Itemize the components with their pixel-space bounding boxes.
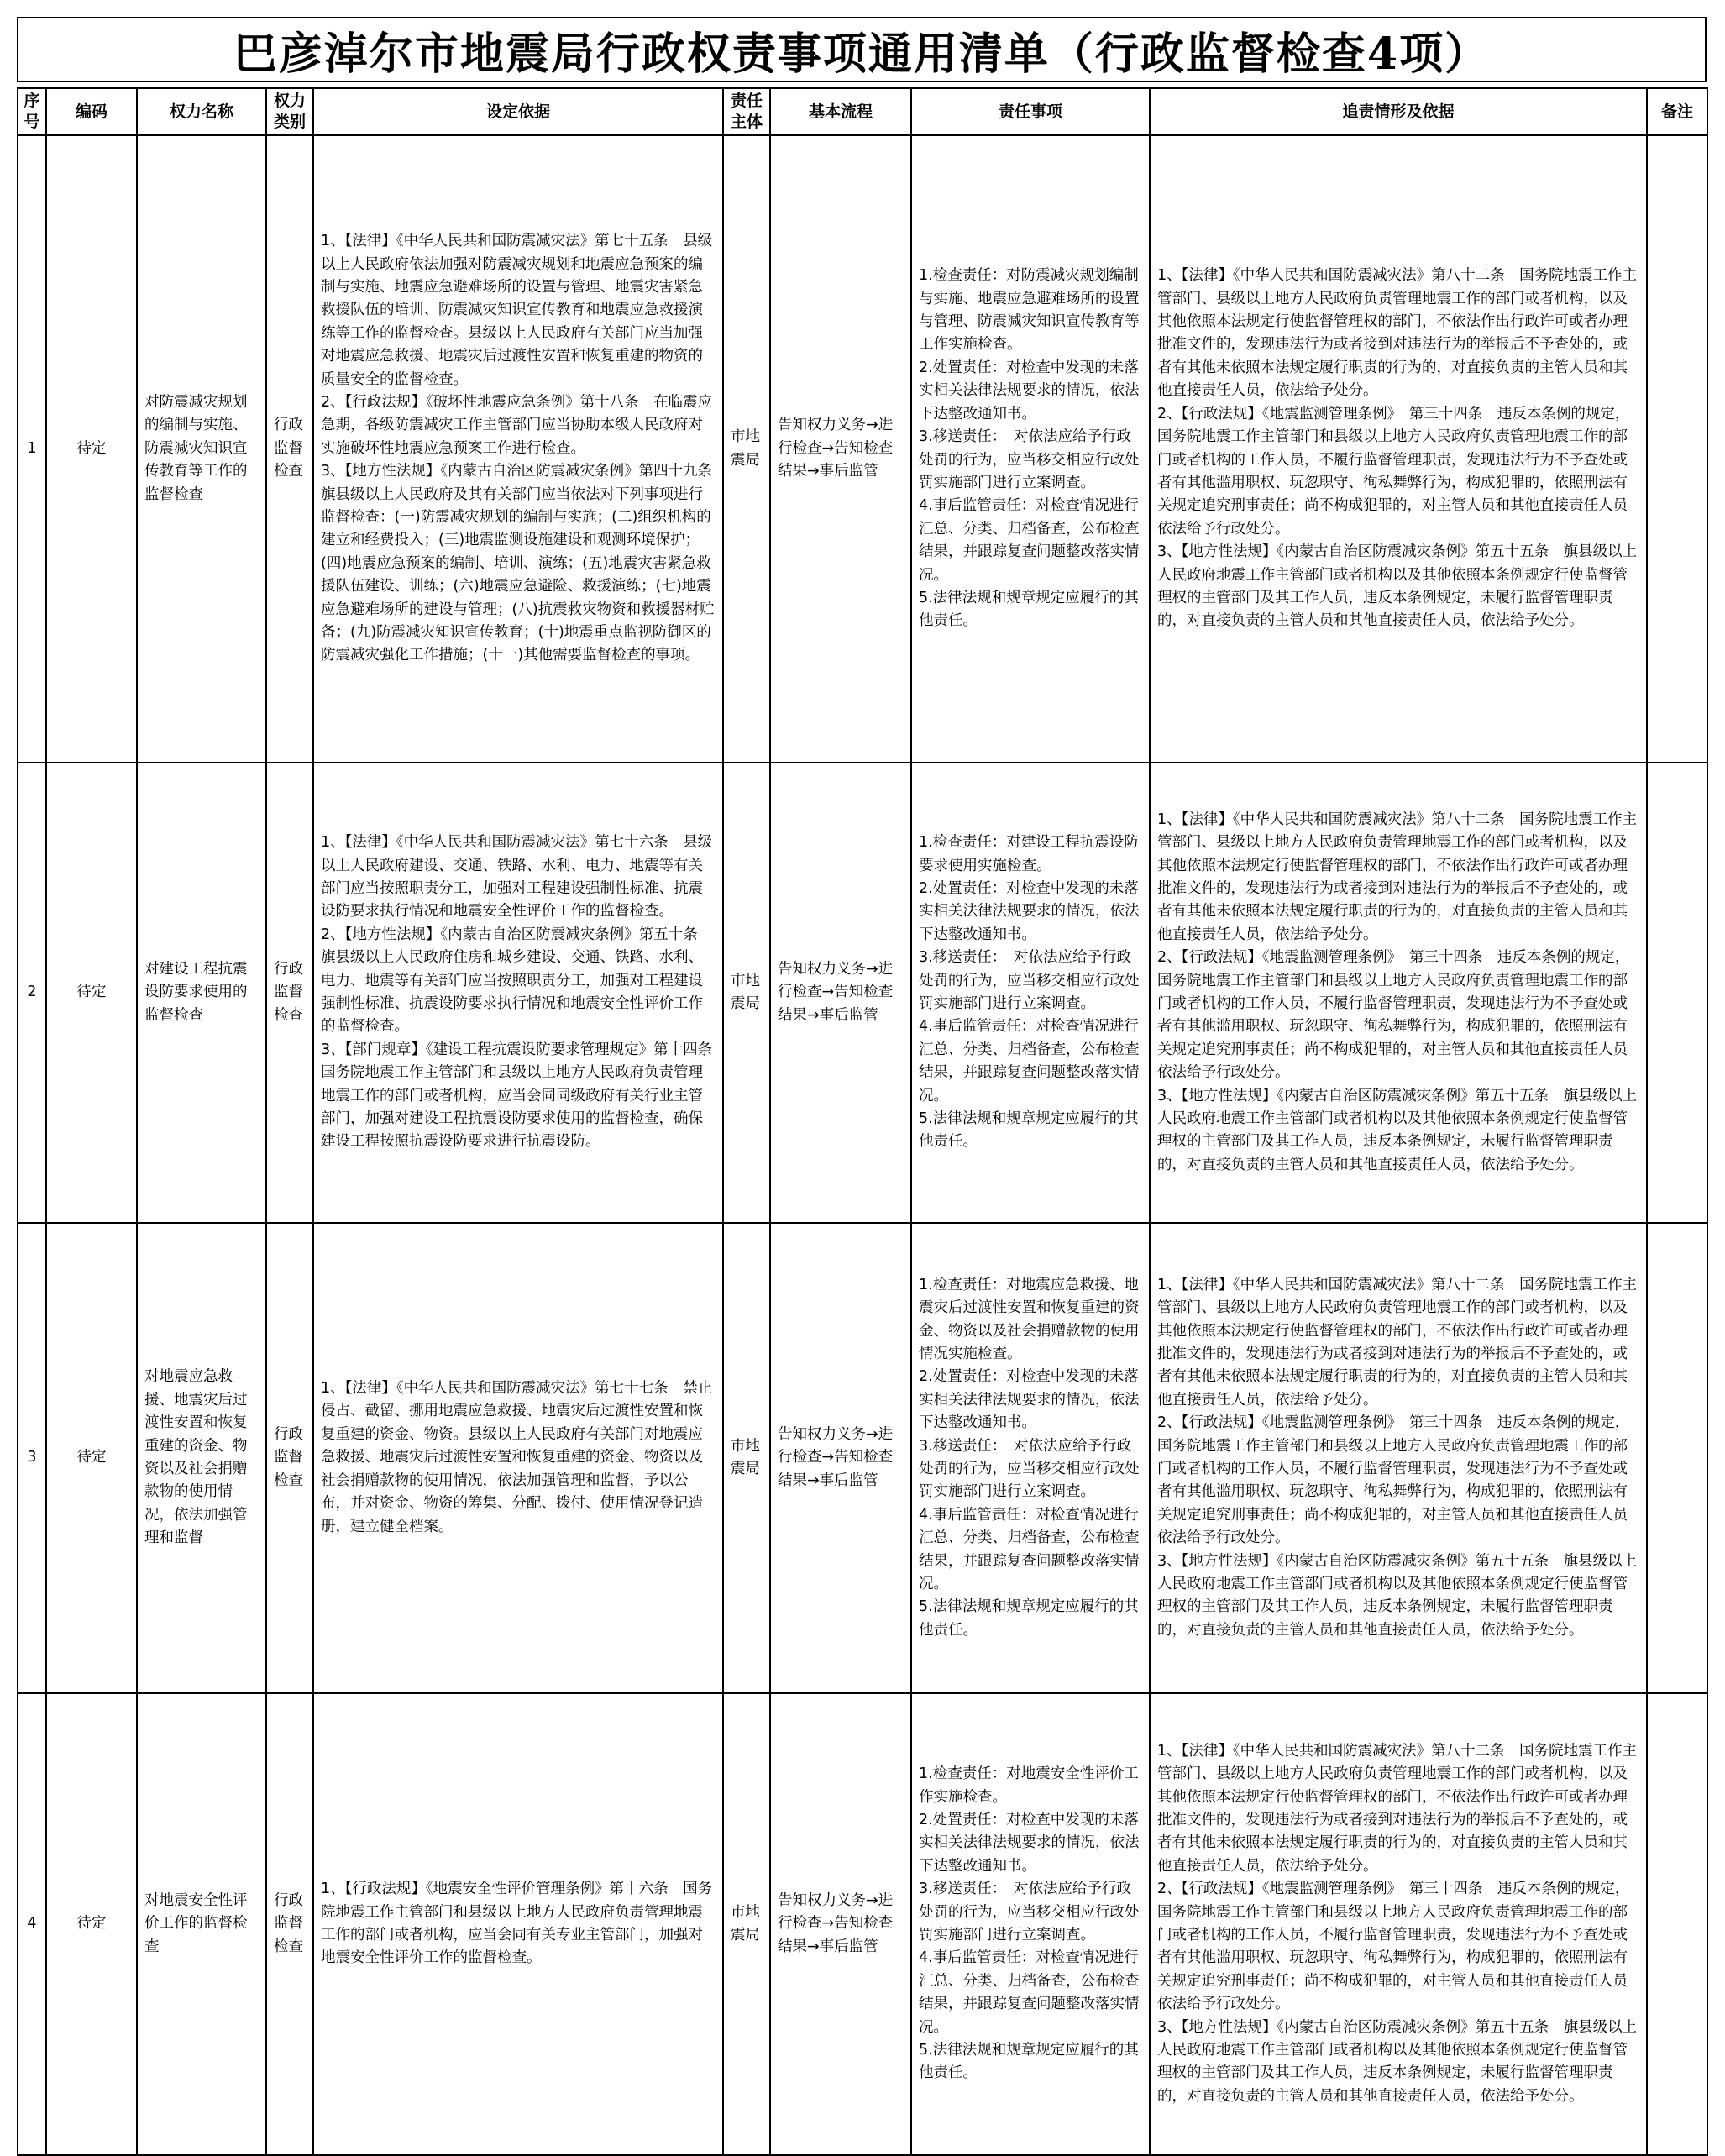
header-name: 权力名称 — [137, 88, 266, 135]
cell-category: 行政监督检查 — [266, 763, 313, 1223]
cell-name: 对地震应急救援、地震灾后过渡性安置和恢复重建的资金、物资以及社会捐赠款物的使用情况，依法加强管理和监督 — [137, 1223, 266, 1693]
header-flow: 基本流程 — [770, 88, 911, 135]
cell-basis: 1、【法律】《中华人民共和国防震减灾法》第七十七条 禁止侵占、截留、挪用地震应急救援、地震灾后过渡性安置和恢复重建的资金、物资。县级以上人民政府有关部门对地震应急救援、地震灾后过渡性安置和恢复重建的资金、物资以及社会捐赠款物的使用情况，依法加强管理和监督，予以公布，并对资金、物资的筹集、分配、拨付、使用情况登记造册，建立健全档案。 — [313, 1223, 723, 1693]
page-title: 巴彦淖尔市地震局行政权责事项通用清单（行政监督检查4项） — [17, 17, 1707, 82]
header-basis: 设定依据 — [313, 88, 723, 135]
cell-remark — [1647, 763, 1707, 1223]
cell-name: 对地震安全性评价工作的监督检查 — [137, 1693, 266, 2155]
cell-subject: 市地震局 — [723, 1693, 770, 2155]
power-list-table — [17, 87, 1708, 2156]
cell-code: 待定 — [46, 1223, 137, 1693]
cell-flow: 告知权力义务→进行检查→告知检查结果→事后监管 — [770, 763, 911, 1223]
cell-accountability: 1、【法律】《中华人民共和国防震减灾法》第八十二条 国务院地震工作主管部门、县级以上地方人民政府负责管理地震工作的部门或者机构，以及其他依照本法规定行使监督管理权的部门，不依法作出行政许可或者办理批准文件的，发现违法行为或者接到对违法行为的举报后不予查处的，或者有其他未依照本法规定履行职责的行为的，对直接负责的主管人员和其他直接责任人员，依法给予处分。 2、【行政法规】《地震监测管理条例》 第三十四条 违反本条例的规定，国务院地震工作主管部门和县级以上地方人民政府负责管理地震工作的部门或者机构的工作人员，不履行监督管理职责，发现违法行为不予查处或者有其他滥用职权、玩忽职守、徇私舞弊行为，构成犯罪的，依照刑法有关规定追究刑事责任；尚不构成犯罪的，对主管人员和其他直接责任人员依法给予行政处分。 3、【地方性法规】《内蒙古自治区防震减灾条例》第五十五条 旗县级以上人民政府地震工作主管部门或者机构以及其他依照本条例规定行使监督管理权的主管部门及其工作人员，违反本条例规定，未履行监督管理职责的，对直接负责的主管人员和其他直接责任人员，依法给予处分。 — [1150, 1693, 1647, 2155]
cell-seq: 1 — [18, 135, 46, 763]
table-header-row — [18, 88, 1707, 135]
cell-basis: 1、【行政法规】《地震安全性评价管理条例》第十六条 国务院地震工作主管部门和县级以上地方人民政府负责管理地震工作的部门或者机构，应当会同有关专业主管部门，加强对地震安全性评价工作的监督检查。 — [313, 1693, 723, 2155]
cell-seq: 4 — [18, 1693, 46, 2155]
cell-category: 行政监督检查 — [266, 135, 313, 763]
table-row — [18, 1223, 1707, 1693]
cell-subject: 市地震局 — [723, 1223, 770, 1693]
cell-responsibility: 1.检查责任：对地震应急救援、地震灾后过渡性安置和恢复重建的资金、物资以及社会捐赠款物的使用情况实施检查。 2.处置责任：对检查中发现的未落实相关法律法规要求的情况，依法下达整改通知书。 3.移送责任： 对依法应给予行政处罚的行为，应当移交相应行政处罚实施部门进行立案调查。 4.事后监管责任：对检查情况进行汇总、分类、归档备查，公布检查结果，并跟踪复查问题整改落实情况。 5.法律法规和规章规定应履行的其他责任。 — [911, 1223, 1150, 1693]
table-row — [18, 1693, 1707, 2155]
header-subject: 责任主体 — [723, 88, 770, 135]
cell-responsibility: 1.检查责任：对防震减灾规划编制与实施、地震应急避难场所的设置与管理、防震减灾知识宣传教育等工作实施检查。 2.处置责任：对检查中发现的未落实相关法律法规要求的情况，依法下达整改通知书。 3.移送责任： 对依法应给予行政处罚的行为，应当移交相应行政处罚实施部门进行立案调查。 4.事后监管责任：对检查情况进行汇总、分类、归档备查，公布检查结果，并跟踪复查问题整改落实情况。 5.法律法规和规章规定应履行的其他责任。 — [911, 135, 1150, 763]
header-remark: 备注 — [1647, 88, 1707, 135]
cell-seq: 3 — [18, 1223, 46, 1693]
header-category: 权力类别 — [266, 88, 313, 135]
cell-name: 对建设工程抗震设防要求使用的监督检查 — [137, 763, 266, 1223]
cell-subject: 市地震局 — [723, 135, 770, 763]
cell-remark — [1647, 135, 1707, 763]
table-row — [18, 135, 1707, 763]
header-responsibility: 责任事项 — [911, 88, 1150, 135]
cell-subject: 市地震局 — [723, 763, 770, 1223]
header-seq: 序号 — [18, 88, 46, 135]
cell-category: 行政监督检查 — [266, 1223, 313, 1693]
cell-accountability: 1、【法律】《中华人民共和国防震减灾法》第八十二条 国务院地震工作主管部门、县级以上地方人民政府负责管理地震工作的部门或者机构，以及其他依照本法规定行使监督管理权的部门，不依法作出行政许可或者办理批准文件的，发现违法行为或者接到对违法行为的举报后不予查处的，或者有其他未依照本法规定履行职责的行为的，对直接负责的主管人员和其他直接责任人员，依法给予处分。 2、【行政法规】《地震监测管理条例》 第三十四条 违反本条例的规定，国务院地震工作主管部门和县级以上地方人民政府负责管理地震工作的部门或者机构的工作人员，不履行监督管理职责，发现违法行为不予查处或者有其他滥用职权、玩忽职守、徇私舞弊行为，构成犯罪的，依照刑法有关规定追究刑事责任；尚不构成犯罪的，对主管人员和其他直接责任人员依法给予行政处分。 3、【地方性法规】《内蒙古自治区防震减灾条例》第五十五条 旗县级以上人民政府地震工作主管部门或者机构以及其他依照本条例规定行使监督管理权的主管部门及其工作人员，违反本条例规定，未履行监督管理职责的，对直接负责的主管人员和其他直接责任人员，依法给予处分。 — [1150, 135, 1647, 763]
cell-remark — [1647, 1223, 1707, 1693]
cell-flow: 告知权力义务→进行检查→告知检查结果→事后监管 — [770, 1223, 911, 1693]
cell-flow: 告知权力义务→进行检查→告知检查结果→事后监管 — [770, 1693, 911, 2155]
cell-flow: 告知权力义务→进行检查→告知检查结果→事后监管 — [770, 135, 911, 763]
table-row — [18, 763, 1707, 1223]
cell-accountability: 1、【法律】《中华人民共和国防震减灾法》第八十二条 国务院地震工作主管部门、县级以上地方人民政府负责管理地震工作的部门或者机构，以及其他依照本法规定行使监督管理权的部门，不依法作出行政许可或者办理批准文件的，发现违法行为或者接到对违法行为的举报后不予查处的，或者有其他未依照本法规定履行职责的行为的，对直接负责的主管人员和其他直接责任人员，依法给予处分。 2、【行政法规】《地震监测管理条例》 第三十四条 违反本条例的规定，国务院地震工作主管部门和县级以上地方人民政府负责管理地震工作的部门或者机构的工作人员，不履行监督管理职责，发现违法行为不予查处或者有其他滥用职权、玩忽职守、徇私舞弊行为，构成犯罪的，依照刑法有关规定追究刑事责任；尚不构成犯罪的，对主管人员和其他直接责任人员依法给予行政处分。 3、【地方性法规】《内蒙古自治区防震减灾条例》第五十五条 旗县级以上人民政府地震工作主管部门或者机构以及其他依照本条例规定行使监督管理权的主管部门及其工作人员，违反本条例规定，未履行监督管理职责的，对直接负责的主管人员和其他直接责任人员，依法给予处分。 — [1150, 1223, 1647, 1693]
cell-seq: 2 — [18, 763, 46, 1223]
cell-basis: 1、【法律】《中华人民共和国防震减灾法》第七十六条 县级以上人民政府建设、交通、铁路、水利、电力、地震等有关部门应当按照职责分工，加强对工程建设强制性标准、抗震设防要求执行情况和地震安全性评价工作的监督检查。 2、【地方性法规】《内蒙古自治区防震减灾条例》第五十条 旗县级以上人民政府住房和城乡建设、交通、铁路、水利、电力、地震等有关部门应当按照职责分工，加强对工程建设强制性标准、抗震设防要求执行情况和地震安全性评价工作的监督检查。 3、【部门规章】《建设工程抗震设防要求管理规定》第十四条 国务院地震工作主管部门和县级以上地方人民政府负责管理地震工作的部门或者机构，应当会同同级政府有关行业主管部门，加强对建设工程抗震设防要求使用的监督检查，确保建设工程按照抗震设防要求进行抗震设防。 — [313, 763, 723, 1223]
cell-accountability: 1、【法律】《中华人民共和国防震减灾法》第八十二条 国务院地震工作主管部门、县级以上地方人民政府负责管理地震工作的部门或者机构，以及其他依照本法规定行使监督管理权的部门，不依法作出行政许可或者办理批准文件的，发现违法行为或者接到对违法行为的举报后不予查处的，或者有其他未依照本法规定履行职责的行为的，对直接负责的主管人员和其他直接责任人员，依法给予处分。 2、【行政法规】《地震监测管理条例》 第三十四条 违反本条例的规定，国务院地震工作主管部门和县级以上地方人民政府负责管理地震工作的部门或者机构的工作人员，不履行监督管理职责，发现违法行为不予查处或者有其他滥用职权、玩忽职守、徇私舞弊行为，构成犯罪的，依照刑法有关规定追究刑事责任；尚不构成犯罪的，对主管人员和其他直接责任人员依法给予行政处分。 3、【地方性法规】《内蒙古自治区防震减灾条例》第五十五条 旗县级以上人民政府地震工作主管部门或者机构以及其他依照本条例规定行使监督管理权的主管部门及其工作人员，违反本条例规定，未履行监督管理职责的，对直接负责的主管人员和其他直接责任人员，依法给予处分。 — [1150, 763, 1647, 1223]
cell-category: 行政监督检查 — [266, 1693, 313, 2155]
cell-code: 待定 — [46, 1693, 137, 2155]
cell-responsibility: 1.检查责任：对建设工程抗震设防要求使用实施检查。 2.处置责任：对检查中发现的未落实相关法律法规要求的情况，依法下达整改通知书。 3.移送责任： 对依法应给予行政处罚的行为，应当移交相应行政处罚实施部门进行立案调查。 4.事后监管责任：对检查情况进行汇总、分类、归档备查，公布检查结果，并跟踪复查问题整改落实情况。 5.法律法规和规章规定应履行的其他责任。 — [911, 763, 1150, 1223]
cell-remark — [1647, 1693, 1707, 2155]
cell-basis: 1、【法律】《中华人民共和国防震减灾法》第七十五条 县级以上人民政府依法加强对防震减灾规划和地震应急预案的编制与实施、地震应急避难场所的设置与管理、地震灾害紧急救援队伍的培训、防震减灾知识宣传教育和地震应急救援演练等工作的监督检查。县级以上人民政府有关部门应当加强对地震应急救援、地震灾后过渡性安置和恢复重建的物资的质量安全的监督检查。 2、【行政法规】《破坏性地震应急条例》第十八条 在临震应急期，各级防震减灾工作主管部门应当协助本级人民政府对实施破坏性地震应急预案工作进行检查。 3、【地方性法规】《内蒙古自治区防震减灾条例》第四十九条 旗县级以上人民政府及其有关部门应当依法对下列事项进行监督检查：(一)防震减灾规划的编制与实施；(二)组织机构的建立和经费投入；(三)地震监测设施建设和观测环境保护；(四)地震应急预案的编制、培训、演练；(五)地震灾害紧急救援队伍建设、训练；(六)地震应急避险、救援演练；(七)地震应急避难场所的建设与管理；(八)抗震救灾物资和救援器材贮备；(九)防震减灾知识宣传教育；(十)地震重点监视防御区的防震减灾强化工作措施；(十一)其他需要监督检查的事项。 — [313, 135, 723, 763]
header-accountability: 追责情形及依据 — [1150, 88, 1647, 135]
cell-code: 待定 — [46, 135, 137, 763]
cell-code: 待定 — [46, 763, 137, 1223]
cell-name: 对防震减灾规划的编制与实施、防震减灾知识宣传教育等工作的监督检查 — [137, 135, 266, 763]
cell-responsibility: 1.检查责任：对地震安全性评价工作实施检查。 2.处置责任：对检查中发现的未落实相关法律法规要求的情况，依法下达整改通知书。 3.移送责任： 对依法应给予行政处罚的行为，应当移交相应行政处罚实施部门进行立案调查。 4.事后监管责任：对检查情况进行汇总、分类、归档备查，公布检查结果，并跟踪复查问题整改落实情况。 5.法律法规和规章规定应履行的其他责任。 — [911, 1693, 1150, 2155]
header-code: 编码 — [46, 88, 137, 135]
